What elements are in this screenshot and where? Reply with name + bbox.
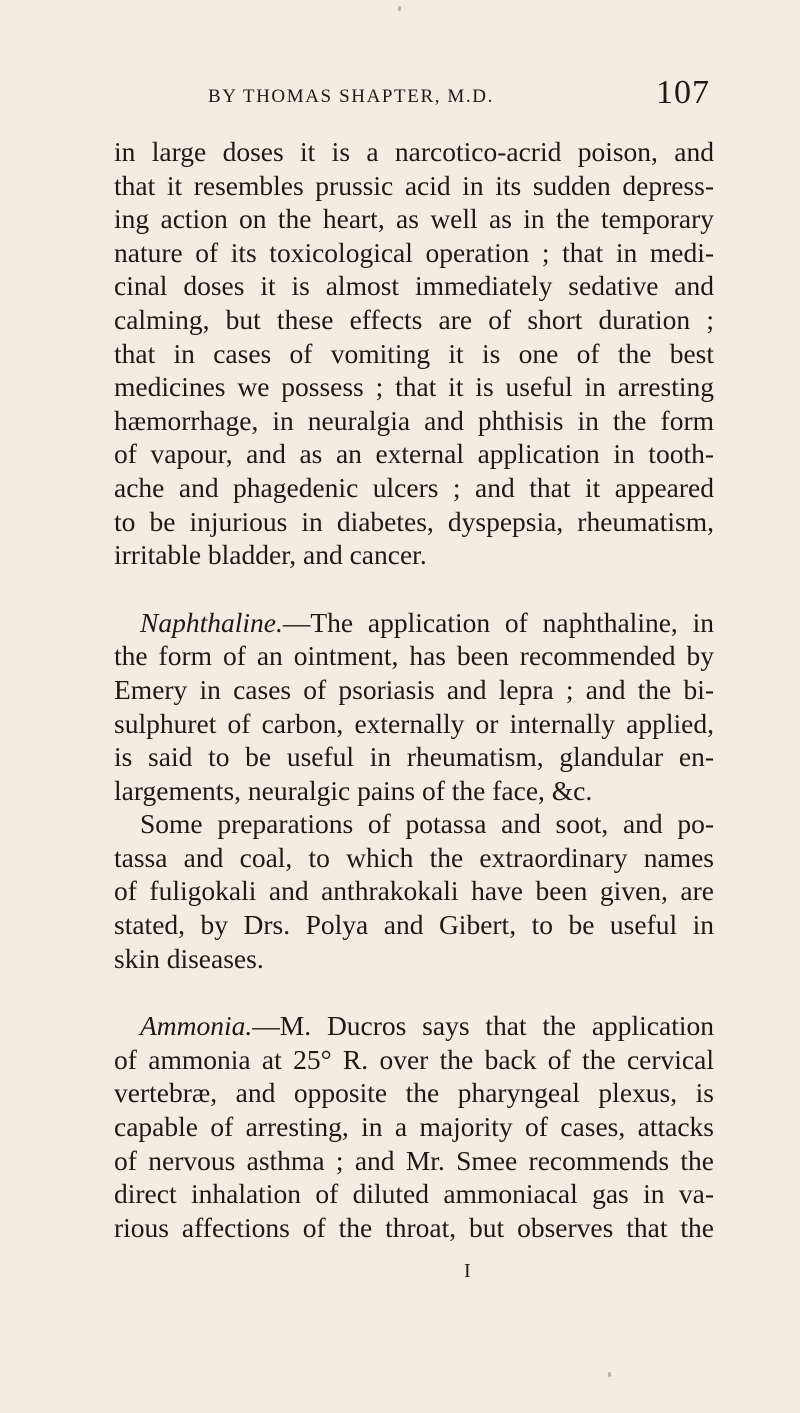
line-text: Emery in cases of psoriasis and lepra ; and the bi- — [114, 673, 714, 705]
text-line — [114, 841, 714, 875]
text-line — [114, 437, 714, 471]
text-line — [114, 337, 714, 371]
text-line — [114, 942, 714, 976]
text-line — [114, 1076, 714, 1110]
text-line — [114, 135, 714, 169]
line-text: of fuligokali and anthrakokali have been given, are — [114, 875, 714, 907]
line-text: Some preparations of potassa and soot, and po- — [140, 808, 714, 840]
line-text: ache and phagedenic ulcers ; and that it appeared — [114, 471, 714, 503]
text-line — [114, 404, 714, 438]
line-text: rious affections of the throat, but observes that the — [114, 1211, 714, 1243]
line-text: vertebræ, and opposite the pharyngeal plexus, is — [114, 1077, 714, 1109]
line-text: that it resembles prussic acid in its sudden depress- — [114, 169, 714, 201]
line-text: medicines we possess ; that it is useful in arresting — [114, 371, 714, 403]
line-text: —M. Ducros says that the application — [252, 1010, 714, 1042]
body-text — [114, 135, 714, 1244]
text-line — [114, 303, 714, 337]
line-text: that in cases of vomiting it is one of the best — [114, 337, 714, 369]
line-text: largements, neuralgic pains of the face, &c. — [114, 774, 593, 806]
line-text: of ammonia at 25° R. over the back of the cervical — [114, 1043, 714, 1075]
text-line — [114, 606, 714, 640]
line-text: to be injurious in diabetes, dyspepsia, rheumatism, — [114, 505, 714, 537]
text-line — [114, 639, 714, 673]
run-in-heading: Naphthaline. — [140, 606, 283, 638]
text-line — [114, 1211, 714, 1245]
line-text: direct inhalation of diluted ammoniacal gas in va- — [114, 1178, 714, 1210]
paragraph-gap — [114, 572, 714, 606]
text-line — [114, 807, 714, 841]
text-line — [114, 673, 714, 707]
line-text: irritable bladder, and cancer. — [114, 539, 427, 571]
line-text: —The application of naphthaline, in — [282, 606, 714, 638]
text-line — [114, 1043, 714, 1077]
text-line — [114, 1144, 714, 1178]
line-text: skin diseases. — [114, 942, 264, 974]
running-title: BY THOMAS SHAPTER, M.D. — [208, 86, 494, 107]
signature-mark: I — [464, 1260, 471, 1282]
line-text: ing action on the heart, as well as in the temporary — [114, 203, 714, 235]
text-line — [114, 774, 714, 808]
paragraph-gap — [114, 975, 714, 1009]
paper-speck — [398, 6, 401, 11]
paper-speck — [608, 1372, 611, 1377]
text-line — [114, 1110, 714, 1144]
text-line — [114, 471, 714, 505]
text-line — [114, 874, 714, 908]
line-text: sulphuret of carbon, externally or internally applied, — [114, 707, 714, 739]
line-text: in large doses it is a narcotico-acrid poison, and — [114, 136, 714, 167]
text-line — [114, 538, 714, 572]
text-line — [114, 269, 714, 303]
text-line — [114, 707, 714, 741]
text-line — [114, 1177, 714, 1211]
line-text: stated, by Drs. Polya and Gibert, to be useful in — [114, 909, 714, 941]
line-text: cinal doses it is almost immediately sedative and — [114, 270, 714, 302]
text-line — [114, 1009, 714, 1043]
line-text: hæmorrhage, in neuralgia and phthisis in the form — [114, 404, 714, 436]
text-line — [114, 169, 714, 203]
text-line — [114, 370, 714, 404]
text-line — [114, 740, 714, 774]
line-text: nature of its toxicological operation ; that in medi- — [114, 236, 714, 268]
running-head — [120, 74, 710, 114]
text-line — [114, 202, 714, 236]
line-text: calming, but these effects are of short duration ; — [114, 303, 714, 335]
text-line — [114, 908, 714, 942]
line-text: tassa and coal, to which the extraordinary names — [114, 841, 714, 873]
line-text: is said to be useful in rheumatism, glandular en- — [114, 741, 714, 773]
line-text: capable of arresting, in a majority of cases, attacks — [114, 1111, 714, 1143]
text-line — [114, 236, 714, 270]
text-line — [114, 505, 714, 539]
line-text: of nervous asthma ; and Mr. Smee recommends the — [114, 1144, 714, 1176]
run-in-heading: Ammonia. — [140, 1010, 253, 1042]
line-text: of vapour, and as an external application in tooth- — [114, 438, 714, 470]
line-text: the form of an ointment, has been recommended by — [114, 640, 714, 672]
page-number: 107 — [656, 74, 710, 111]
